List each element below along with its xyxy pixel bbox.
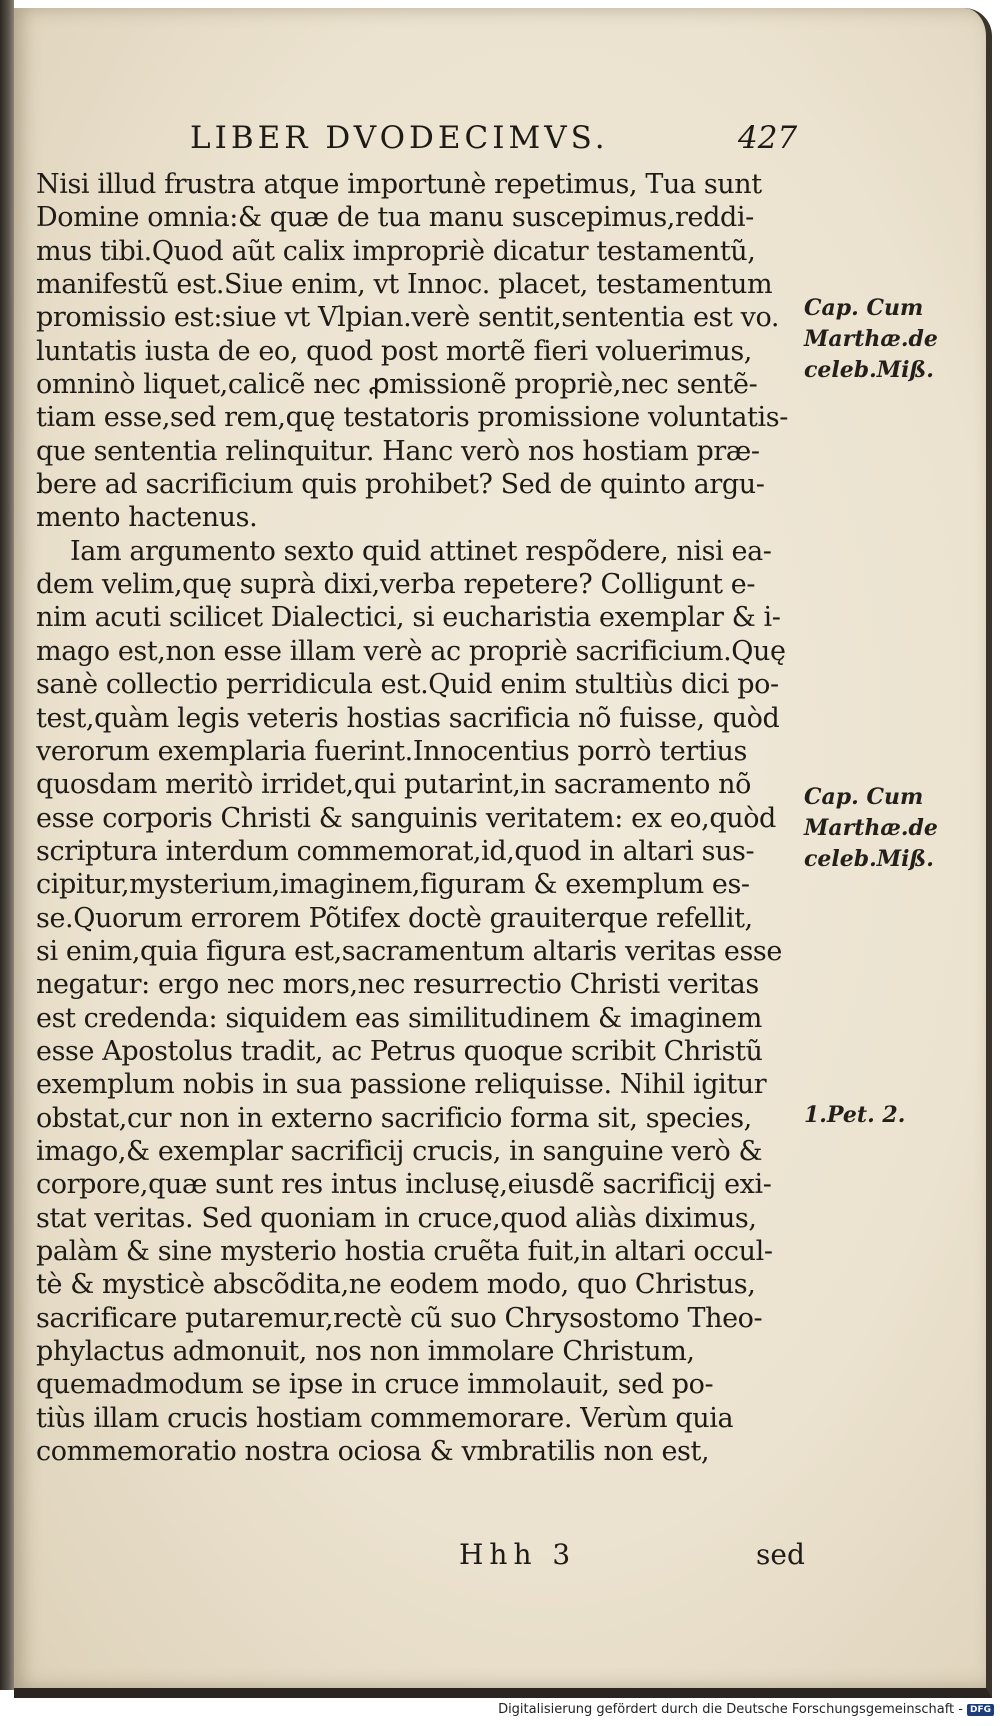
text-line: corpore,quæ sunt res intus inclusę,eiusdẽ sacrificij exi- [36,1169,772,1201]
marginal-note-line: Cap. Cum [804,784,924,810]
text-line: manifestũ est.Siue enim, vt Innoc. placet, testamentum [36,269,773,301]
text-line: esse Apostolus tradit, ac Petrus quoque scribit Christũ [36,1035,763,1067]
text-line: luntatis iusta de eo, quod post mortẽ fieri voluerimus, [36,335,752,367]
marginal-note-line: celeb.Miß. [804,846,934,872]
marginal-note [804,782,938,875]
running-head: LIBER DVODECIMVS. [190,120,609,156]
text-line: sacrificare putaremur,rectè cũ suo Chrysostomo Theo- [36,1302,763,1334]
text-line: tiùs illam crucis hostiam commemorare. Verùm quia [36,1402,734,1434]
page-number: 427 [738,120,798,156]
text-line: tè & mysticè abscõdita,ne eodem modo, quo Christus, [36,1269,756,1301]
digitization-credit [498,1702,994,1717]
book-page [14,8,992,1698]
text-line: obstat,cur non in externo sacrificio forma sit, species, [36,1102,752,1134]
dfg-logo: DFG [967,1704,994,1716]
text-line: phylactus admonuit, nos non immolare Christum, [36,1336,695,1368]
text-line: bere ad sacrificium quis prohibet? Sed de quinto argu- [36,469,765,501]
book-edge [0,0,14,1690]
marginal-note-line: Marthæ.de [804,326,938,352]
text-line: stat veritas. Sed quoniam in cruce,quod aliàs diximus, [36,1202,757,1234]
text-line: nim acuti scilicet Dialectici, si eucharistia exemplar & i- [36,602,781,634]
marginal-note-line: celeb.Miß. [804,357,934,383]
text-line: verorum exemplaria fuerint.Innocentius porrò tertius [36,735,747,767]
text-line: palàm & sine mysterio hostia cruẽta fuit,in altari occul- [36,1236,773,1267]
text-line: mento hactenus. [36,502,258,534]
text-line: imago,& exemplar sacrificij crucis, in sanguine verò & [36,1135,763,1167]
text-line: Domine omnia:& quæ de tua manu suscepimus,reddi- [36,202,754,234]
text-line: si enim,quia figura est,sacramentum altaris veritas esse [36,935,782,967]
text-line: cipitur,mysterium,imaginem,figuram & exemplum es- [36,869,750,901]
marginal-note-line: Marthæ.de [804,815,938,841]
text-line: mus tibi.Quod aũt calix impropriè dicatur testamentũ, [36,235,756,267]
text-line: sanè collectio perridicula est.Quid enim stultiùs dici po- [36,669,779,701]
text-line: Nisi illud frustra atque importunè repetimus, Tua sunt [36,169,762,200]
marginal-note-line: 1.Pet. 2. [804,1102,906,1128]
paragraph-start-line: Iam argumento sexto quid attinet respõdere, nisi ea- [70,535,772,567]
text-line: test,quàm legis veteris hostias sacrificia nõ fuisse, quòd [36,702,780,734]
text-line: exemplum nobis in sua passione reliquisse. Nihil igitur [36,1069,767,1101]
text-line: scriptura interdum commemorat,id,quod in altari sus- [36,835,755,867]
text-line: dem velim,quę suprà dixi,verba repetere? Colligunt e- [36,569,756,601]
text-line: quemadmodum se ipse in cruce immolauit, sed po- [36,1369,714,1401]
credit-text: Digitalisierung gefördert durch die Deutsche Forschungsgemeinschaft - [498,1702,963,1717]
marginal-note [804,293,938,386]
text-line: promissio est:siue vt Vlpian.verè sentit,sententia est vo. [36,302,780,334]
signature-mark: Hhh 3 [459,1538,577,1571]
marginal-note [804,1100,905,1131]
text-line: mago est,non esse illam verè ac propriè sacrificium.Quę [36,635,786,667]
text-line: se.Quorum errorem Põtifex doctè grauiterque refellit, [36,902,753,934]
text-line: negatur: ergo nec mors,nec resurrectio Christi veritas [36,969,759,1001]
text-line: est credenda: siquidem eas similitudinem & imaginem [36,1002,762,1034]
text-line: tiam esse,sed rem,quę testatoris promissione voluntatis- [36,402,788,434]
text-line: quosdam meritò irridet,qui putarint,in sacramento nõ [36,769,752,801]
catchword: sed [756,1538,805,1571]
marginal-note-line: Cap. Cum [804,295,924,321]
text-line: commemoratio nostra ociosa & vmbratilis non est, [36,1436,710,1468]
text-line: que sententia relinquitur. Hanc verò nos hostiam præ- [36,435,760,467]
text-line: esse corporis Christi & sanguinis veritatem: ex eo,quòd [36,802,776,834]
body-text [36,168,804,1468]
text-line: omninò liquet,calicẽ nec ꝓmissionẽ propriè,nec sentẽ- [36,369,758,401]
